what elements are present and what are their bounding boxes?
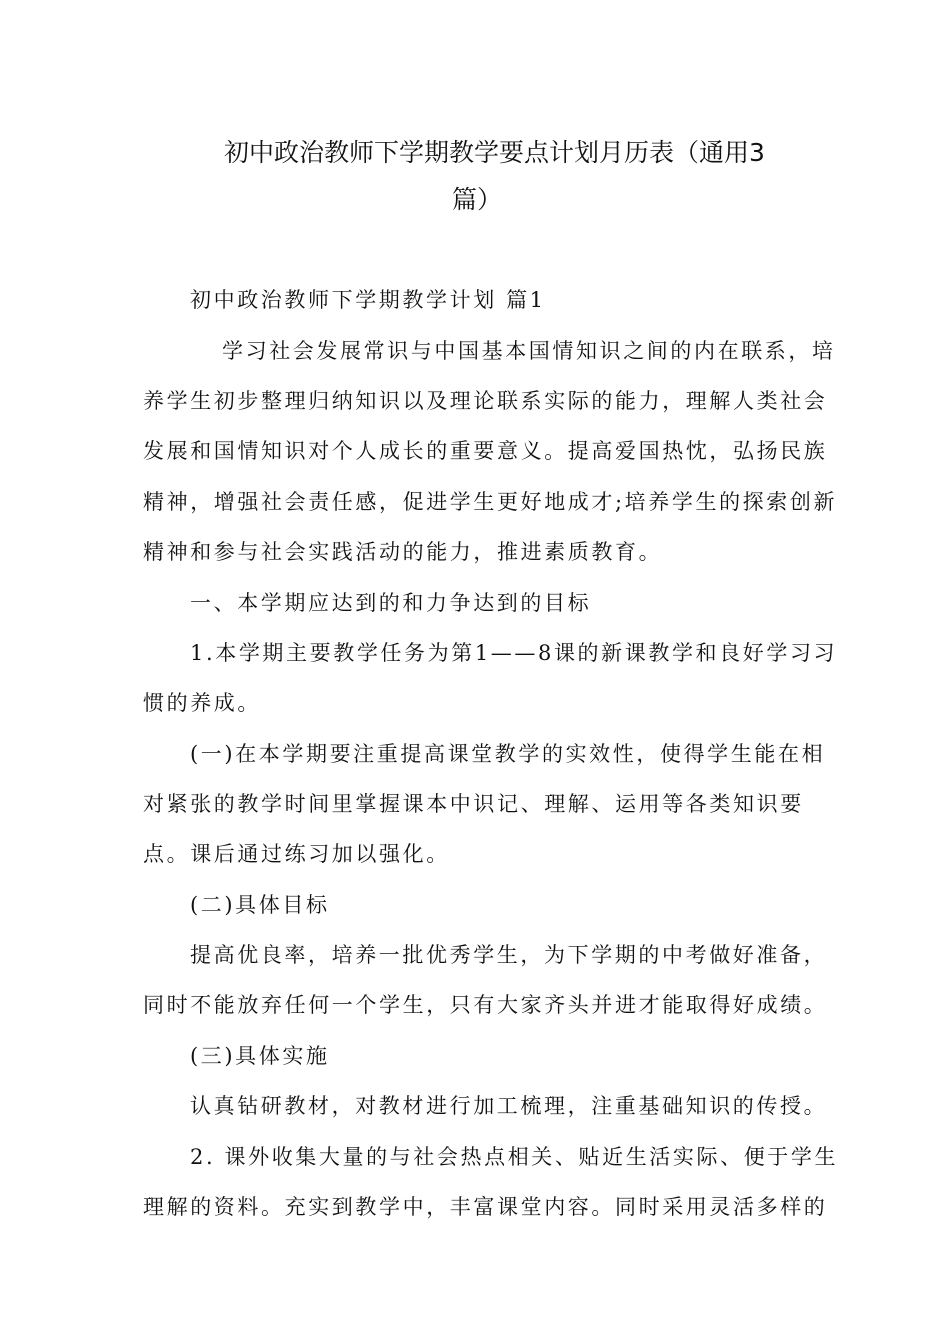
heading-line: (三)具体实施 <box>190 1044 330 1068</box>
paragraph-line: 养学生初步整理归纳知识以及理论联系实际的能力，理解人类社会 <box>143 389 828 413</box>
paragraph-line: 2. 课外收集大量的与社会热点相关、贴近生活实际、便于学生 <box>190 1145 839 1169</box>
paragraph-line: 发展和国情知识对个人成长的重要意义。提高爱国热忱，弘扬民族 <box>143 439 828 463</box>
heading-line: (二)具体目标 <box>190 893 330 917</box>
paragraph-line: 同时不能放弃任何一个学生，只有大家齐头并进才能取得好成绩。 <box>143 993 828 1017</box>
paragraph-line: 提高优良率，培养一批优秀学生，为下学期的中考做好准备， <box>190 943 828 967</box>
paragraph-line: 认真钻研教材，对教材进行加工梳理，注重基础知识的传授。 <box>190 1094 828 1118</box>
section-heading: 初中政治教师下学期教学计划 篇1 <box>190 288 546 312</box>
paragraph-line: (一)在本学期要注重提高课堂教学的实效性，使得学生能在相 <box>190 742 826 766</box>
paragraph-line: 1.本学期主要教学任务为第1——8课的新课教学和良好学习习 <box>190 641 838 665</box>
paragraph-line: 对紧张的教学时间里掌握课本中识记、理解、运用等各类知识要 <box>143 792 804 816</box>
document-title-line-1: 初中政治教师下学期教学要点计划月历表（通用3 <box>224 138 765 167</box>
document-title-line-2: 篇） <box>452 185 503 214</box>
paragraph-line: 学习社会发展常识与中国基本国情知识之间的内在联系，培 <box>222 339 836 363</box>
heading-line: 一、本学期应达到的和力争达到的目标 <box>190 591 592 615</box>
paragraph-line: 惯的养成。 <box>143 691 261 715</box>
paragraph-line: 点。课后通过练习加以强化。 <box>143 842 450 866</box>
paragraph-line: 精神，增强社会责任感，促进学生更好地成才;培养学生的探索创新 <box>143 490 838 514</box>
paragraph-line: 理解的资料。充实到教学中，丰富课堂内容。同时采用灵活多样的 <box>143 1195 828 1219</box>
paragraph-line: 精神和参与社会实践活动的能力，推进素质教育。 <box>143 540 663 564</box>
